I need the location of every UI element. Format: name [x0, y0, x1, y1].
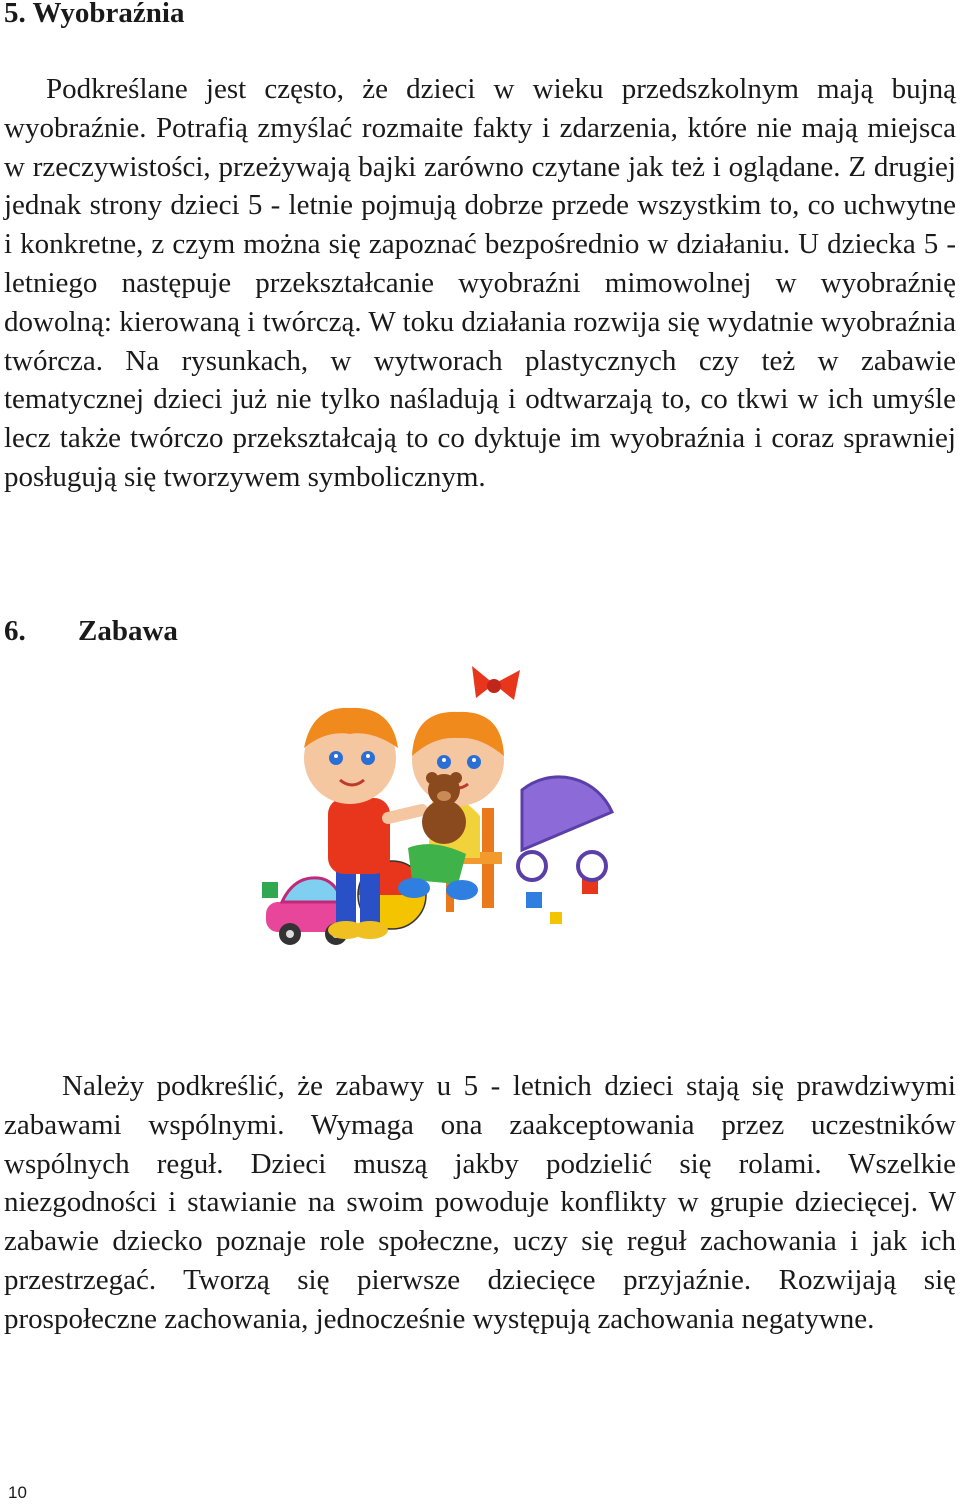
paragraph-zabawa: Należy podkreślić, że zabawy u 5 - letnich dzieci stają się prawdziwymi zabawami wspólnymi. Wymaga ona zaakceptowania przez uczestników wspólnych reguł. Dzieci muszą jakby podzielić się rolami. Wszelkie niezgodności i stawianie na swoim powoduje konflikty w grupie dziecięcej. W zabawie dziecko poznaje role społeczne, uczy się reguł zachowania i jak ich przestrzegać. Tworzą się pierwsze dziecięce przyjaźnie. Rozwijają się prospołeczne zachowania, jednocześnie występują zachowania negatywne.: [4, 1070, 956, 1335]
stroller-icon: [518, 777, 612, 880]
page-number: 10: [8, 1483, 27, 1502]
block-icon: [526, 892, 542, 908]
section-title: Zabawa: [78, 615, 178, 647]
children-playing-illustration: [232, 640, 618, 970]
section-heading-zabawa: [4, 614, 178, 648]
paragraph-wyobraznia: Podkreślane jest często, że dzieci w wieku przedszkolnym mają bujną wyobraźnie. Potrafią zmyślać rozmaite fakty i zdarzenia, które nie mają miejsca w rzeczywistości, przeżywają bajki zarówno czytane jak też i oglądane. Z drugiej jednak strony dzieci 5 - letnie pojmują dobrze przede wszystkim to, co uchwytne i konkretne, z czym można się zapoznać bezpośrednio w działaniu. U dziecka 5 - letniego następuje przekształcanie wyobraźni mimowolnej w wyobraźnię dowolną: kierowaną i twórczą. W toku działania rozwija się wydatnie wyobraźnia twórcza. Na rysunkach, w wytworach plastycznych czy też w zabawie tematycznej dzieci już nie tylko naśladują i odtwarzają to, co tkwi w ich umyśle lecz także twórczo przekształcają to co dyktuje im wyobraźnia i coraz sprawniej posługują się tworzywem symbolicznym.: [4, 73, 956, 493]
section-number: 6.: [4, 615, 26, 647]
block-icon: [262, 882, 278, 898]
block-icon: [550, 912, 562, 924]
section-heading-wyobraznia: 5. Wyobraźnia: [4, 0, 185, 29]
teddy-bear-icon: [422, 772, 466, 844]
